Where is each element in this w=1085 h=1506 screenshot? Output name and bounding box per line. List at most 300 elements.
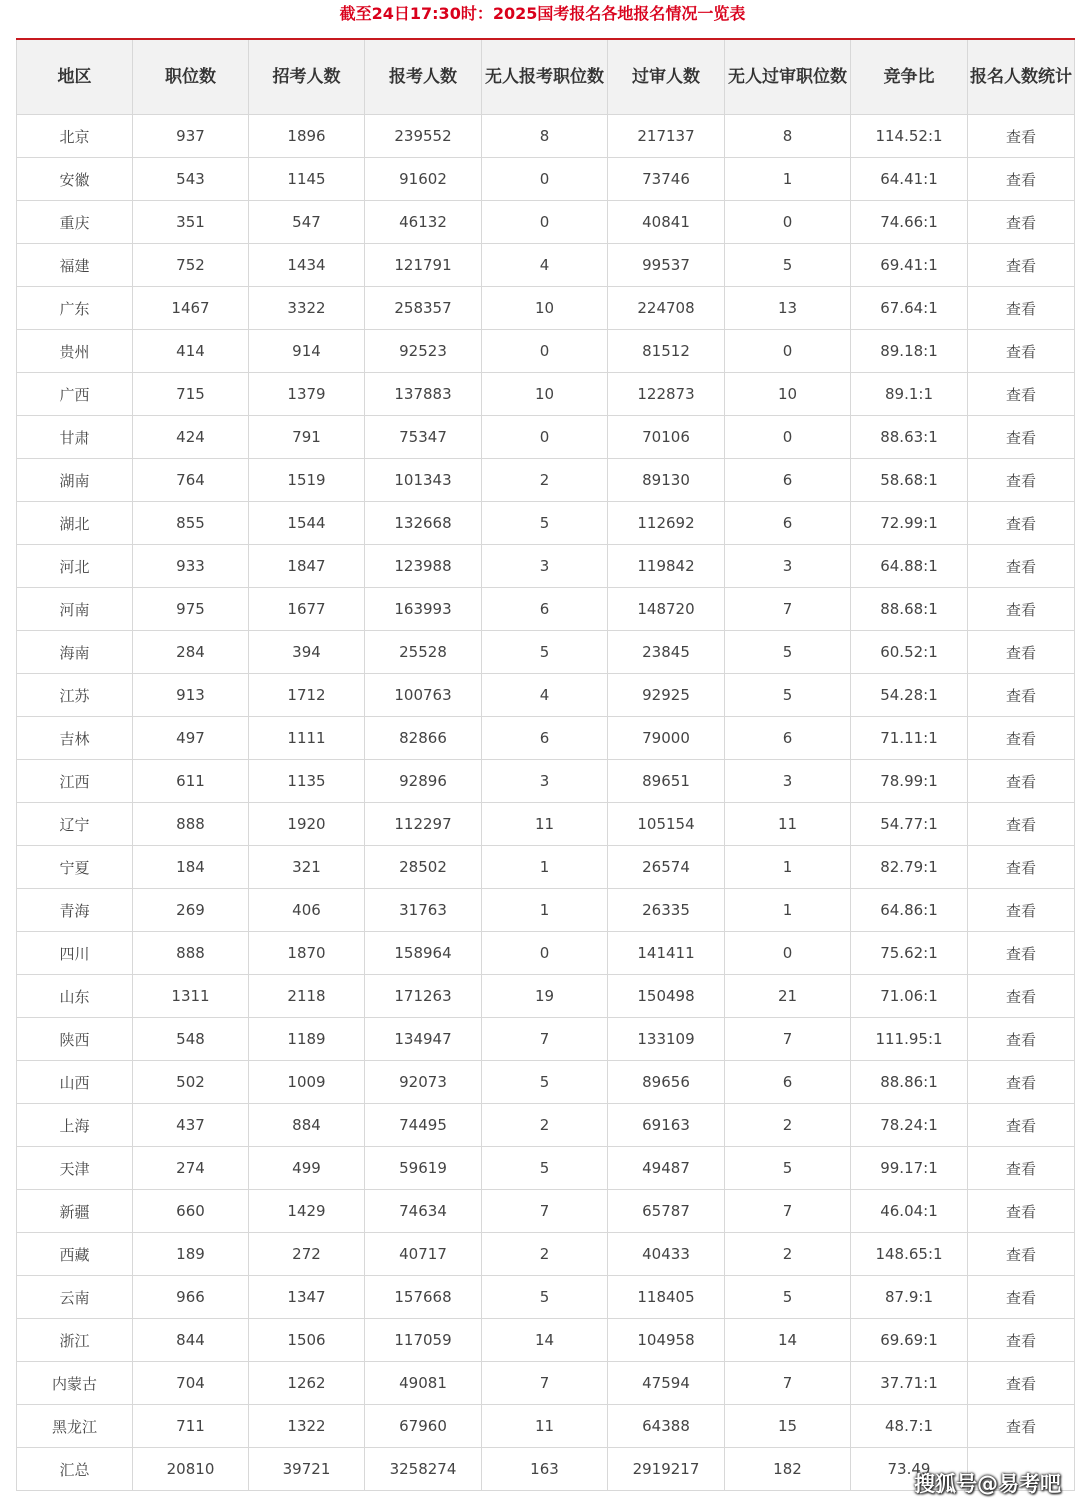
table-row — [17, 1061, 1075, 1104]
applicants-cell: 157668 — [365, 1276, 482, 1319]
view-link[interactable]: 查看 — [968, 1018, 1075, 1061]
positions-cell: 284 — [133, 631, 249, 674]
approved-cell: 26335 — [608, 889, 725, 932]
view-link[interactable]: 查看 — [968, 1405, 1075, 1448]
competition-ratio-cell: 46.04:1 — [851, 1190, 968, 1233]
competition-ratio-cell: 89.1:1 — [851, 373, 968, 416]
applicants-cell: 92073 — [365, 1061, 482, 1104]
region-cell: 福建 — [17, 244, 133, 287]
recruits-cell: 1544 — [249, 502, 365, 545]
recruits-cell: 499 — [249, 1147, 365, 1190]
applicants-cell: 82866 — [365, 717, 482, 760]
positions-cell: 184 — [133, 846, 249, 889]
view-link[interactable]: 查看 — [968, 1233, 1075, 1276]
approved-cell: 224708 — [608, 287, 725, 330]
positions-cell: 937 — [133, 115, 249, 158]
applicants-cell: 74634 — [365, 1190, 482, 1233]
recruits-cell: 1262 — [249, 1362, 365, 1405]
view-link[interactable]: 查看 — [968, 588, 1075, 631]
approved-cell: 73746 — [608, 158, 725, 201]
no-applicant-positions-cell: 1 — [482, 846, 608, 889]
approved-cell: 26574 — [608, 846, 725, 889]
no-applicant-positions-cell: 2 — [482, 1233, 608, 1276]
view-link[interactable]: 查看 — [968, 502, 1075, 545]
competition-ratio-cell: 78.99:1 — [851, 760, 968, 803]
table-row — [17, 1147, 1075, 1190]
region-cell: 四川 — [17, 932, 133, 975]
approved-cell: 79000 — [608, 717, 725, 760]
approved-cell: 23845 — [608, 631, 725, 674]
region-cell: 吉林 — [17, 717, 133, 760]
positions-cell: 913 — [133, 674, 249, 717]
table-row — [17, 1276, 1075, 1319]
view-link[interactable]: 查看 — [968, 975, 1075, 1018]
column-header-approved: 过审人数 — [608, 39, 725, 115]
table-row — [17, 201, 1075, 244]
competition-ratio-cell: 74.66:1 — [851, 201, 968, 244]
no-applicant-positions-cell: 10 — [482, 287, 608, 330]
positions-cell: 704 — [133, 1362, 249, 1405]
no-applicant-positions-cell: 4 — [482, 674, 608, 717]
view-link[interactable]: 查看 — [968, 889, 1075, 932]
table-row — [17, 975, 1075, 1018]
recruits-cell: 1111 — [249, 717, 365, 760]
recruits-cell: 1379 — [249, 373, 365, 416]
competition-ratio-cell: 60.52:1 — [851, 631, 968, 674]
no-approved-positions-cell: 6 — [725, 1061, 851, 1104]
applicants-cell: 171263 — [365, 975, 482, 1018]
approved-cell: 104958 — [608, 1319, 725, 1362]
no-approved-positions-cell: 5 — [725, 631, 851, 674]
view-link[interactable]: 查看 — [968, 1061, 1075, 1104]
approved-cell: 40841 — [608, 201, 725, 244]
region-cell: 内蒙古 — [17, 1362, 133, 1405]
approved-cell: 141411 — [608, 932, 725, 975]
recruits-cell: 547 — [249, 201, 365, 244]
recruits-cell: 1920 — [249, 803, 365, 846]
positions-cell: 497 — [133, 717, 249, 760]
view-link[interactable]: 查看 — [968, 158, 1075, 201]
view-link[interactable]: 查看 — [968, 416, 1075, 459]
recruits-cell: 3322 — [249, 287, 365, 330]
no-approved-positions-cell: 2 — [725, 1233, 851, 1276]
approved-cell: 70106 — [608, 416, 725, 459]
approved-cell: 92925 — [608, 674, 725, 717]
competition-ratio-cell: 148.65:1 — [851, 1233, 968, 1276]
applicants-cell: 132668 — [365, 502, 482, 545]
no-applicant-positions-cell: 3 — [482, 545, 608, 588]
no-approved-positions-cell: 182 — [725, 1448, 851, 1491]
competition-ratio-cell: 87.9:1 — [851, 1276, 968, 1319]
column-header-positions: 职位数 — [133, 39, 249, 115]
no-approved-positions-cell: 6 — [725, 717, 851, 760]
competition-ratio-cell: 48.7:1 — [851, 1405, 968, 1448]
no-approved-positions-cell: 7 — [725, 1362, 851, 1405]
competition-ratio-cell: 114.52:1 — [851, 115, 968, 158]
approved-cell: 217137 — [608, 115, 725, 158]
positions-cell: 20810 — [133, 1448, 249, 1491]
competition-ratio-cell: 73.49 — [851, 1448, 968, 1491]
competition-ratio-cell: 88.86:1 — [851, 1061, 968, 1104]
view-link[interactable]: 查看 — [968, 1276, 1075, 1319]
table-header-row — [17, 39, 1075, 115]
no-approved-positions-cell: 0 — [725, 416, 851, 459]
applicants-cell: 92896 — [365, 760, 482, 803]
approved-cell: 69163 — [608, 1104, 725, 1147]
view-link[interactable]: 查看 — [968, 1319, 1075, 1362]
applicants-cell: 25528 — [365, 631, 482, 674]
positions-cell: 715 — [133, 373, 249, 416]
applicants-cell: 74495 — [365, 1104, 482, 1147]
positions-cell: 966 — [133, 1276, 249, 1319]
approved-cell: 89656 — [608, 1061, 725, 1104]
approved-cell: 40433 — [608, 1233, 725, 1276]
no-approved-positions-cell: 1 — [725, 889, 851, 932]
applicants-cell: 3258274 — [365, 1448, 482, 1491]
region-cell: 宁夏 — [17, 846, 133, 889]
region-cell: 青海 — [17, 889, 133, 932]
positions-cell: 351 — [133, 201, 249, 244]
region-cell: 江西 — [17, 760, 133, 803]
no-applicant-positions-cell: 2 — [482, 1104, 608, 1147]
no-applicant-positions-cell: 14 — [482, 1319, 608, 1362]
competition-ratio-cell: 37.71:1 — [851, 1362, 968, 1405]
no-applicant-positions-cell: 5 — [482, 502, 608, 545]
applicants-cell: 46132 — [365, 201, 482, 244]
table-row — [17, 244, 1075, 287]
applicants-cell: 117059 — [365, 1319, 482, 1362]
no-approved-positions-cell: 0 — [725, 201, 851, 244]
table-row — [17, 631, 1075, 674]
view-link[interactable]: 查看 — [968, 674, 1075, 717]
recruits-cell: 914 — [249, 330, 365, 373]
column-header-statistics: 报名人数统计 — [968, 39, 1075, 115]
competition-ratio-cell: 69.69:1 — [851, 1319, 968, 1362]
approved-cell: 118405 — [608, 1276, 725, 1319]
positions-cell: 1467 — [133, 287, 249, 330]
region-cell: 湖南 — [17, 459, 133, 502]
view-link[interactable]: 查看 — [968, 932, 1075, 975]
recruits-cell: 272 — [249, 1233, 365, 1276]
region-cell: 黑龙江 — [17, 1405, 133, 1448]
no-approved-positions-cell: 7 — [725, 1018, 851, 1061]
competition-ratio-cell: 88.68:1 — [851, 588, 968, 631]
positions-cell: 752 — [133, 244, 249, 287]
region-cell: 海南 — [17, 631, 133, 674]
positions-cell: 660 — [133, 1190, 249, 1233]
registration-table — [16, 38, 1075, 1491]
recruits-cell: 1145 — [249, 158, 365, 201]
no-approved-positions-cell: 8 — [725, 115, 851, 158]
applicants-cell: 123988 — [365, 545, 482, 588]
region-cell: 上海 — [17, 1104, 133, 1147]
column-header-no-approved-positions: 无人过审职位数 — [725, 39, 851, 115]
region-cell: 安徽 — [17, 158, 133, 201]
table-row — [17, 889, 1075, 932]
table-row — [17, 674, 1075, 717]
applicants-cell: 101343 — [365, 459, 482, 502]
applicants-cell: 258357 — [365, 287, 482, 330]
applicants-cell: 137883 — [365, 373, 482, 416]
watermark: 搜狐号@易考吧 — [914, 1472, 1061, 1496]
no-approved-positions-cell: 5 — [725, 1147, 851, 1190]
no-approved-positions-cell: 3 — [725, 545, 851, 588]
region-cell: 云南 — [17, 1276, 133, 1319]
approved-cell: 105154 — [608, 803, 725, 846]
applicants-cell: 28502 — [365, 846, 482, 889]
view-link[interactable]: 查看 — [968, 201, 1075, 244]
approved-cell: 2919217 — [608, 1448, 725, 1491]
no-applicant-positions-cell: 5 — [482, 1147, 608, 1190]
approved-cell: 49487 — [608, 1147, 725, 1190]
table-row — [17, 588, 1075, 631]
competition-ratio-cell: 67.64:1 — [851, 287, 968, 330]
no-applicant-positions-cell: 3 — [482, 760, 608, 803]
positions-cell: 1311 — [133, 975, 249, 1018]
positions-cell: 855 — [133, 502, 249, 545]
positions-cell: 437 — [133, 1104, 249, 1147]
view-link[interactable]: 查看 — [968, 631, 1075, 674]
table-row — [17, 416, 1075, 459]
recruits-cell: 406 — [249, 889, 365, 932]
view-link[interactable]: 查看 — [968, 717, 1075, 760]
approved-cell: 119842 — [608, 545, 725, 588]
approved-cell: 64388 — [608, 1405, 725, 1448]
table-row — [17, 1233, 1075, 1276]
table-row — [17, 717, 1075, 760]
recruits-cell: 1519 — [249, 459, 365, 502]
no-approved-positions-cell: 1 — [725, 846, 851, 889]
recruits-cell: 1347 — [249, 1276, 365, 1319]
view-link[interactable]: 查看 — [968, 459, 1075, 502]
view-link[interactable]: 查看 — [968, 115, 1075, 158]
no-approved-positions-cell: 5 — [725, 1276, 851, 1319]
recruits-cell: 1434 — [249, 244, 365, 287]
region-cell: 北京 — [17, 115, 133, 158]
view-link[interactable]: 查看 — [968, 545, 1075, 588]
recruits-cell: 39721 — [249, 1448, 365, 1491]
positions-cell: 933 — [133, 545, 249, 588]
region-cell: 陕西 — [17, 1018, 133, 1061]
recruits-cell: 1506 — [249, 1319, 365, 1362]
no-approved-positions-cell: 10 — [725, 373, 851, 416]
competition-ratio-cell: 99.17:1 — [851, 1147, 968, 1190]
approved-cell: 89651 — [608, 760, 725, 803]
positions-cell: 424 — [133, 416, 249, 459]
view-link[interactable]: 查看 — [968, 760, 1075, 803]
no-applicant-positions-cell: 4 — [482, 244, 608, 287]
competition-ratio-cell: 58.68:1 — [851, 459, 968, 502]
table-row — [17, 459, 1075, 502]
no-applicant-positions-cell: 1 — [482, 889, 608, 932]
applicants-cell: 134947 — [365, 1018, 482, 1061]
positions-cell: 414 — [133, 330, 249, 373]
competition-ratio-cell: 54.28:1 — [851, 674, 968, 717]
no-applicant-positions-cell: 8 — [482, 115, 608, 158]
region-cell: 新疆 — [17, 1190, 133, 1233]
applicants-cell: 158964 — [365, 932, 482, 975]
approved-cell: 47594 — [608, 1362, 725, 1405]
region-cell: 广西 — [17, 373, 133, 416]
applicants-cell: 121791 — [365, 244, 482, 287]
approved-cell: 99537 — [608, 244, 725, 287]
table-row — [17, 1190, 1075, 1233]
competition-ratio-cell: 71.11:1 — [851, 717, 968, 760]
table-body — [17, 115, 1075, 1491]
competition-ratio-cell: 88.63:1 — [851, 416, 968, 459]
recruits-cell: 2118 — [249, 975, 365, 1018]
competition-ratio-cell: 71.06:1 — [851, 975, 968, 1018]
recruits-cell: 394 — [249, 631, 365, 674]
recruits-cell: 1677 — [249, 588, 365, 631]
positions-cell: 844 — [133, 1319, 249, 1362]
positions-cell: 975 — [133, 588, 249, 631]
competition-ratio-cell: 64.88:1 — [851, 545, 968, 588]
positions-cell: 269 — [133, 889, 249, 932]
no-applicant-positions-cell: 0 — [482, 201, 608, 244]
approved-cell: 122873 — [608, 373, 725, 416]
table-row — [17, 1405, 1075, 1448]
recruits-cell: 321 — [249, 846, 365, 889]
applicants-cell: 31763 — [365, 889, 482, 932]
applicants-cell: 91602 — [365, 158, 482, 201]
view-link[interactable]: 查看 — [968, 846, 1075, 889]
region-cell: 重庆 — [17, 201, 133, 244]
approved-cell: 89130 — [608, 459, 725, 502]
recruits-cell: 1429 — [249, 1190, 365, 1233]
table-row — [17, 502, 1075, 545]
column-header-applicants: 报考人数 — [365, 39, 482, 115]
approved-cell: 112692 — [608, 502, 725, 545]
applicants-cell: 112297 — [365, 803, 482, 846]
region-cell: 西藏 — [17, 1233, 133, 1276]
applicants-cell: 40717 — [365, 1233, 482, 1276]
view-link[interactable]: 查看 — [968, 1362, 1075, 1405]
recruits-cell: 1135 — [249, 760, 365, 803]
recruits-cell: 1896 — [249, 115, 365, 158]
recruits-cell: 791 — [249, 416, 365, 459]
competition-ratio-cell: 64.41:1 — [851, 158, 968, 201]
view-link[interactable]: 查看 — [968, 1190, 1075, 1233]
approved-cell: 65787 — [608, 1190, 725, 1233]
no-applicant-positions-cell: 19 — [482, 975, 608, 1018]
no-applicant-positions-cell: 0 — [482, 158, 608, 201]
no-approved-positions-cell: 2 — [725, 1104, 851, 1147]
no-applicant-positions-cell: 0 — [482, 932, 608, 975]
no-applicant-positions-cell: 11 — [482, 803, 608, 846]
table-row — [17, 158, 1075, 201]
no-applicant-positions-cell: 5 — [482, 1061, 608, 1104]
positions-cell: 888 — [133, 932, 249, 975]
positions-cell: 189 — [133, 1233, 249, 1276]
no-approved-positions-cell: 1 — [725, 158, 851, 201]
no-applicant-positions-cell: 10 — [482, 373, 608, 416]
no-applicant-positions-cell: 0 — [482, 416, 608, 459]
no-applicant-positions-cell: 163 — [482, 1448, 608, 1491]
table-row — [17, 1319, 1075, 1362]
view-link[interactable]: 查看 — [968, 373, 1075, 416]
no-applicant-positions-cell: 11 — [482, 1405, 608, 1448]
view-link[interactable]: 查看 — [968, 287, 1075, 330]
region-cell: 湖北 — [17, 502, 133, 545]
no-approved-positions-cell: 7 — [725, 588, 851, 631]
no-applicant-positions-cell: 0 — [482, 330, 608, 373]
no-approved-positions-cell: 7 — [725, 1190, 851, 1233]
positions-cell: 548 — [133, 1018, 249, 1061]
competition-ratio-cell: 89.18:1 — [851, 330, 968, 373]
page-title: 截至24日17:30时：2025国考报名各地报名情况一览表 — [339, 4, 746, 23]
region-cell: 浙江 — [17, 1319, 133, 1362]
applicants-cell: 239552 — [365, 115, 482, 158]
competition-ratio-cell: 54.77:1 — [851, 803, 968, 846]
approved-cell: 81512 — [608, 330, 725, 373]
view-link[interactable]: 查看 — [968, 1147, 1075, 1190]
no-applicant-positions-cell: 2 — [482, 459, 608, 502]
table-row — [17, 115, 1075, 158]
table-row — [17, 330, 1075, 373]
competition-ratio-cell: 64.86:1 — [851, 889, 968, 932]
table-row — [17, 1362, 1075, 1405]
competition-ratio-cell: 82.79:1 — [851, 846, 968, 889]
recruits-cell: 1189 — [249, 1018, 365, 1061]
no-approved-positions-cell: 5 — [725, 244, 851, 287]
region-cell: 山西 — [17, 1061, 133, 1104]
column-header-region: 地区 — [17, 39, 133, 115]
view-link[interactable]: 查看 — [968, 803, 1075, 846]
recruits-cell: 884 — [249, 1104, 365, 1147]
region-cell: 甘肃 — [17, 416, 133, 459]
positions-cell: 274 — [133, 1147, 249, 1190]
view-link[interactable]: 查看 — [968, 330, 1075, 373]
competition-ratio-cell: 111.95:1 — [851, 1018, 968, 1061]
region-cell: 辽宁 — [17, 803, 133, 846]
region-cell: 广东 — [17, 287, 133, 330]
applicants-cell: 67960 — [365, 1405, 482, 1448]
approved-cell: 148720 — [608, 588, 725, 631]
table-row — [17, 1018, 1075, 1061]
view-link[interactable]: 查看 — [968, 244, 1075, 287]
applicants-cell: 100763 — [365, 674, 482, 717]
column-header-no-applicant-positions: 无人报考职位数 — [482, 39, 608, 115]
table-row — [17, 545, 1075, 588]
approved-cell: 150498 — [608, 975, 725, 1018]
competition-ratio-cell: 78.24:1 — [851, 1104, 968, 1147]
no-applicant-positions-cell: 5 — [482, 1276, 608, 1319]
recruits-cell: 1009 — [249, 1061, 365, 1104]
no-applicant-positions-cell: 5 — [482, 631, 608, 674]
no-approved-positions-cell: 15 — [725, 1405, 851, 1448]
competition-ratio-cell: 72.99:1 — [851, 502, 968, 545]
no-approved-positions-cell: 21 — [725, 975, 851, 1018]
no-approved-positions-cell: 6 — [725, 502, 851, 545]
approved-cell: 133109 — [608, 1018, 725, 1061]
table-row — [17, 1104, 1075, 1147]
recruits-cell: 1322 — [249, 1405, 365, 1448]
column-header-recruits: 招考人数 — [249, 39, 365, 115]
competition-ratio-cell: 75.62:1 — [851, 932, 968, 975]
region-cell: 贵州 — [17, 330, 133, 373]
no-approved-positions-cell: 5 — [725, 674, 851, 717]
applicants-cell: 163993 — [365, 588, 482, 631]
no-approved-positions-cell: 0 — [725, 932, 851, 975]
no-approved-positions-cell: 11 — [725, 803, 851, 846]
no-approved-positions-cell: 13 — [725, 287, 851, 330]
positions-cell: 502 — [133, 1061, 249, 1104]
no-approved-positions-cell: 0 — [725, 330, 851, 373]
table-row — [17, 932, 1075, 975]
view-link[interactable]: 查看 — [968, 1104, 1075, 1147]
recruits-cell: 1712 — [249, 674, 365, 717]
